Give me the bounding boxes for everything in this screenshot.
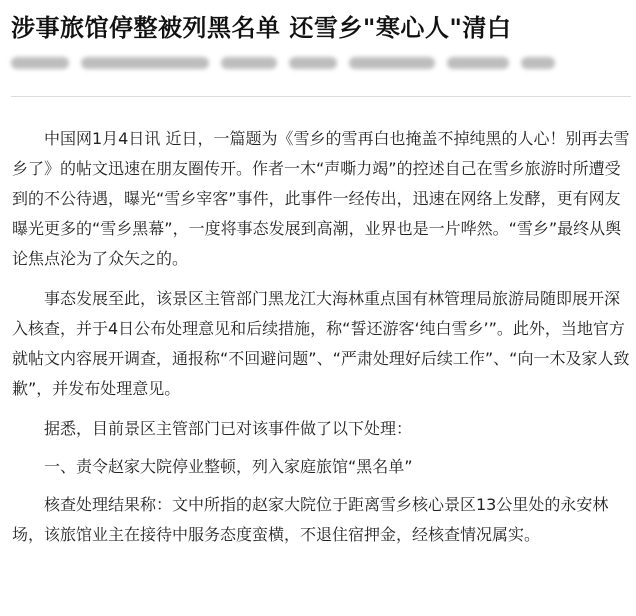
article-meta-blurred	[11, 52, 621, 74]
paragraph-measure-one: 一、责令赵家大院停业整顿，列入家庭旅馆“黑名单”	[44, 457, 413, 476]
title-divider	[11, 96, 631, 97]
paragraph-handling-intro: 据悉，目前景区主管部门已对该事件做了以下处理：	[44, 419, 413, 438]
paragraph-investigation: 事态发展至此，该景区主管部门黑龙江大海林重点国有林管理局旅游局随即展开深入核查，并于4日公布处理意见和后续措施，称“誓还游客‘纯白雪乡’”。此外，当地官方就帖文内容展开调查，通报称“不回避问题”、“严肃处理好后续工作”、“向一木及家人致歉”，并发布处理意见。	[12, 289, 630, 398]
blurred-meta-share	[447, 57, 509, 69]
blurred-meta-source-link	[289, 57, 337, 69]
blurred-meta-editor	[221, 57, 277, 69]
article-title: 涉事旅馆停整被列黑名单 还雪乡"寒心人"清白	[11, 14, 512, 42]
article-body	[12, 124, 632, 560]
blurred-meta-font-size	[349, 57, 435, 69]
blurred-meta-print	[521, 57, 555, 69]
blurred-meta-date	[81, 57, 209, 69]
blurred-meta-source	[11, 57, 69, 69]
paragraph-lead: 中国网1月4日讯 近日，一篇题为《雪乡的雪再白也掩盖不掉纯黑的人心！别再去雪乡了》的帖文迅速在朋友圈传开。作者一木“声嘶力竭”的控述自己在雪乡旅游时所遭受到的不公待遇，曝光“雪乡宰客”事件，此事件一经传出，迅速在网络上发酵，更有网友曝光更多的“雪乡黑幕”，一度将事态发展到高潮，业界也是一片哗然。“雪乡”最终从舆论焦点沦为了众矢之的。	[12, 129, 630, 268]
paragraph-verification-result: 核查处理结果称：文中所指的赵家大院位于距离雪乡核心景区13公里处的永安林场，该旅馆业主在接待中服务态度蛮横，不退住宿押金，经核查情况属实。	[12, 495, 609, 544]
